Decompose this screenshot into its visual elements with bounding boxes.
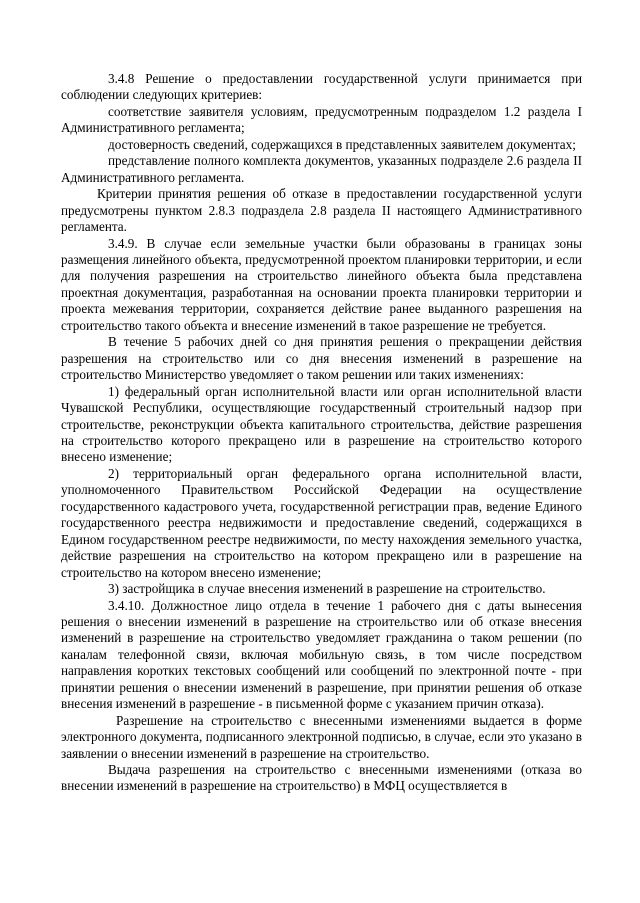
refusal-criteria-paragraph: Критерии принятия решения об отказе в предоставлении государственной услуги предусмотрены пунктом 2.8.3 подраздела 2.8 раздела II настоящего Административного регламента. [61, 186, 582, 235]
permit-issue-electronic-paragraph: Разрешение на строительство с внесенными изменениями выдается в форме электронного документа, подписанного электронной подписью, в случае, если это указано в заявлении о внесении изменений в разрешение на строительство. [61, 712, 582, 761]
criterion-applicant-compliance: соответствие заявителя условиям, предусмотренным подразделом 1.2 раздела I Административного регламента; [61, 103, 582, 136]
criterion-complete-documents: представление полного комплекта документов, указанных подразделе 2.6 раздела II Административного регламента. [61, 153, 582, 185]
list-item-1: 1) федеральный орган исполнительной власти или орган исполнительной власти Чувашской Республики, осуществляющие государственный строительный надзор при строительстве, реконструкции объекта капитального строительства, действие разрешения на строительство которого прекращено или в разрешение на строительство которого внесено изменение; [61, 383, 582, 465]
list-item-2: 2) территориальный орган федерального органа исполнительной власти, уполномоченного Правительством Российской Федерации на осуществление государственного кадастрового учета, государственной регистрации прав, ведение Единого государственного реестра недвижимости и предоставление сведений, содержащихся в Едином государственном реестре недвижимости, по месту нахождения земельного участка, действие разрешения на строительство на котором прекращено или в разрешение на строительство на котором внесено изменение; [61, 465, 582, 580]
paragraph-3-4-10: 3.4.10. Должностное лицо отдела в течение 1 рабочего дня с даты вынесения решения о внесении изменений в разрешение на строительство или об отказе внесения изменений в разрешение на строительство уведомляет гражданина о таком решении (по каналам телефонной связи, включая мобильную связь, в том числе посредством направления коротких текстовых сообщений или сообщений по электронной почте - при принятии решения о внесении изменений в разрешение, при принятии решения об отказе внесения изменений в разрешение - в письменной форме с указанием причин отказа). [61, 597, 582, 712]
paragraph-3-4-9: 3.4.9. В случае если земельные участки были образованы в границах зоны размещения линейного объекта, предусмотренной проектом планировки территории, и если для получения разрешения на строительство линейного объекта была представлена проектная документация, разработанная на основании проекта планировки территории и проекта межевания территории, сохраняется действие ранее выданного разрешения на строительство такого объекта и внесение изменений в такое разрешение не требуется. [61, 235, 582, 333]
criterion-data-reliability: достоверность сведений, содержащихся в представленных заявителем документах; [108, 136, 576, 152]
paragraph-3-4-8: 3.4.8 Решение о предоставлении государственной услуги принимается при соблюдении следующих критериев: [61, 71, 582, 103]
permit-issue-mfc-paragraph: Выдача разрешения на строительство с внесенными изменениями (отказа во внесении изменений в разрешение на строительство) в МФЦ осуществляется в [61, 762, 582, 794]
list-item-3: 3) застройщика в случае внесения изменений в разрешение на строительство. [108, 581, 546, 597]
notification-paragraph: В течение 5 рабочих дней со дня принятия решения о прекращении действия разрешения на строительство или со дня внесения изменений в разрешение на строительство Министерство уведомляет о таком решении или таких изменениях: [61, 334, 582, 383]
